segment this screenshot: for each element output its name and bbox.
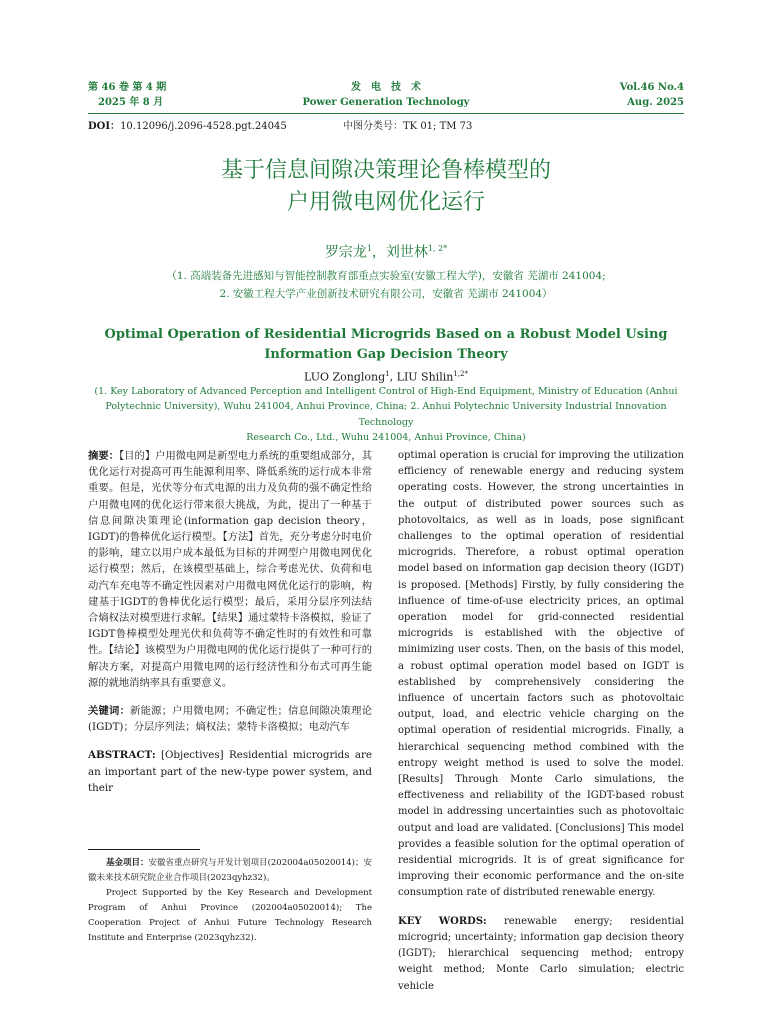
title-cn-line2: 户用微电网优化运行 (286, 190, 485, 215)
doi-line (88, 120, 684, 134)
doi-label: DOI： (88, 121, 121, 132)
fund-en: Project Supported by the Key Research and Development Program of Anhui Province (202004a05020014); The Cooperation Project of Anhui Future Technology Research Institute and Enterprise (2023qyhz32). (88, 888, 372, 943)
affil-cn-line1: （1. 高端装备先进感知与智能控制教育部重点实验室(安徽工程大学)，安徽省 芜湖市 241004; (166, 270, 606, 282)
footnote-rule (88, 849, 200, 850)
date-cn: 2025 年 8 月 (98, 97, 164, 108)
affil-cn-line2: 2. 安徽工程大学产业创新技术研究有限公司，安徽省 芜湖市 241004） (219, 288, 553, 300)
author-cn-2-sup: 1, 2* (427, 244, 448, 253)
fund-cn-text: 安徽省重点研究与开发计划项目(202004a05020014)；安徽未来技术研究院企业合作项目(2023qyhz32)。 (88, 858, 372, 883)
abstract-cn-text: 【目的】户用微电网是新型电力系统的重要组成部分，其优化运行对提高可再生能源利用率、降低系统的运行成本非常重要。但是，光伏等分布式电源的出力及负荷的强不确定性给户用微电网的优化运行带来很大挑战，为此，提出了一种基于信息间隙决策理论(information gap decision theory，IGDT)的鲁棒优化运行模型。【方法】首先，充分考虑分时电价的影响，建立以用户成本最低为目标的并网型户用微电网优化运行模型；然后，在该模型基础上，综合考虑光伏、负荷和电动汽车充电等不确定性因素对户用微电网优化运行的影响，构建基于IGDT的鲁棒优化运行模型；最后，采用分层序列法结合熵权法对模型进行求解。【结果】通过蒙特卡洛模拟，验证了IGDT鲁棒模型处理光伏和负荷等不确定性时的有效性和可靠性。【结论】该模型为户用微电网的优化运行提供了一种可行的解决方案，对提高户用微电网的运行经济性和分布式可再生能源的就地消纳率具有重要意义。 (88, 450, 372, 689)
fund-label: 基金项目： (106, 858, 149, 868)
author-en-2: LIU Shilin (396, 370, 454, 384)
affil-en-line3: Research Co., Ltd., Wuhu 241004, Anhui Province, China) (246, 431, 526, 443)
affiliations-cn (88, 267, 684, 303)
affil-en-line2: Polytechnic University), Wuhu 241004, Anhui Province, China; 2. Anhui Polytechnic University Industrial Innovation Technology (105, 401, 667, 428)
author-en-2-sup: 1,2* (453, 370, 468, 378)
clc-label: 中图分类号： (343, 121, 403, 132)
affiliations-en (88, 384, 684, 445)
title-en-line1: Optimal Operation of Residential Microgrids Based on a Robust Model Using (104, 327, 668, 342)
header-right (620, 80, 684, 110)
header-rule (88, 113, 684, 114)
author-cn-2: 刘世林 (385, 244, 428, 261)
authors-en (88, 366, 684, 386)
right-column (398, 448, 684, 995)
affil-en-line1: (1. Key Laboratory of Advanced Perception and Intelligent Control of High-End Equipment, Ministry of Education (Anhui (94, 386, 678, 397)
abstract-en-label: ABSTRACT: (88, 749, 156, 762)
author-en-1-sup: 1 (385, 370, 390, 378)
keywords-cn-text: 新能源；户用微电网；不确定性；信息间隙决策理论(IGDT)；分层序列法；熵权法；蒙特卡洛模拟；电动汽车 (88, 705, 373, 734)
doi-value: 10.12096/j.2096-4528.pgt.24045 (120, 121, 287, 132)
keywords-cn-label: 关键词： (88, 705, 131, 718)
clc-number (343, 120, 472, 134)
page-title-cn (88, 155, 684, 219)
title-cn-line1: 基于信息间隙决策理论鲁棒模型的 (220, 158, 551, 183)
keywords-en-text: renewable energy; residential microgrid; uncertainty; information gap decision theory (IGDT); hierarchical sequencing method; entropy weight method; Monte Carlo simulation; electric vehicle (398, 915, 684, 992)
author-en-sep: , (389, 370, 397, 384)
volume-cn: 第 46 卷 第 4 期 (88, 82, 167, 93)
date-en: Aug. 2025 (627, 97, 684, 108)
abstract-en-start (88, 747, 372, 796)
keywords-en-label: KEY WORDS: (398, 915, 487, 927)
keywords-en (398, 914, 684, 995)
journal-name-cn: 发 电 技 术 (351, 82, 421, 93)
authors-cn (88, 240, 684, 262)
volume-en: Vol.46 No.4 (619, 82, 684, 93)
author-en-1: LUO Zonglong (304, 370, 386, 384)
abstract-en-text-right: optimal operation is crucial for improving the utilization efficiency of renewable energy and reducing system operating costs. However, the strong uncertainties in the output of distributed power sources such as photovoltaics, as well as in loads, pose significant challenges to the optimal operation of residential microgrids. Therefore, a robust optimal operation model based on information gap decision theory (IGDT) is proposed. [Methods] Firstly, by fully considering the influence of time-of-use electricity prices, an optimal operation model for grid-connected residential microgrids is established with the objective of minimizing user costs. Then, on the basis of this model, a robust optimal operation model based on IGDT is established by comprehensively considering the influence of uncertain factors such as photovoltaic output, load, and electric vehicle charging on the optimal operation of residential microgrids. Finally, a hierarchical sequencing method combined with the entropy weight method is used to solve the model. [Results] Through Monte Carlo simulations, the effectiveness and reliability of the IGDT-based robust model in addressing uncertainties such as photovoltaic output and load are validated. [Conclusions] This model provides a feasible solution for the optimal operation of residential microgrids. It is of great significance for improving their economic performance and the on-site consumption rate of distributed renewable energy. (398, 450, 684, 899)
journal-name-en: Power Generation Technology (302, 97, 470, 108)
running-header (88, 80, 684, 112)
author-cn-1-sup: 1 (366, 244, 372, 253)
footnote (88, 856, 372, 946)
abstract-cn (88, 448, 372, 691)
title-en-line2: Information Gap Decision Theory (264, 347, 508, 362)
keywords-cn (88, 703, 372, 735)
abstract-en-text-left: [Objectives] Residential microgrids are an important part of the new-type power system, and their (88, 749, 372, 794)
clc-value: TK 01; TM 73 (403, 121, 473, 132)
header-center (88, 80, 684, 110)
author-cn-sep: ， (371, 244, 386, 261)
left-column (88, 448, 372, 796)
author-cn-1: 罗宗龙 (324, 244, 367, 261)
fund-cn (88, 856, 372, 886)
page-title-en (88, 325, 684, 365)
abstract-cn-label: 摘要： (88, 450, 119, 462)
